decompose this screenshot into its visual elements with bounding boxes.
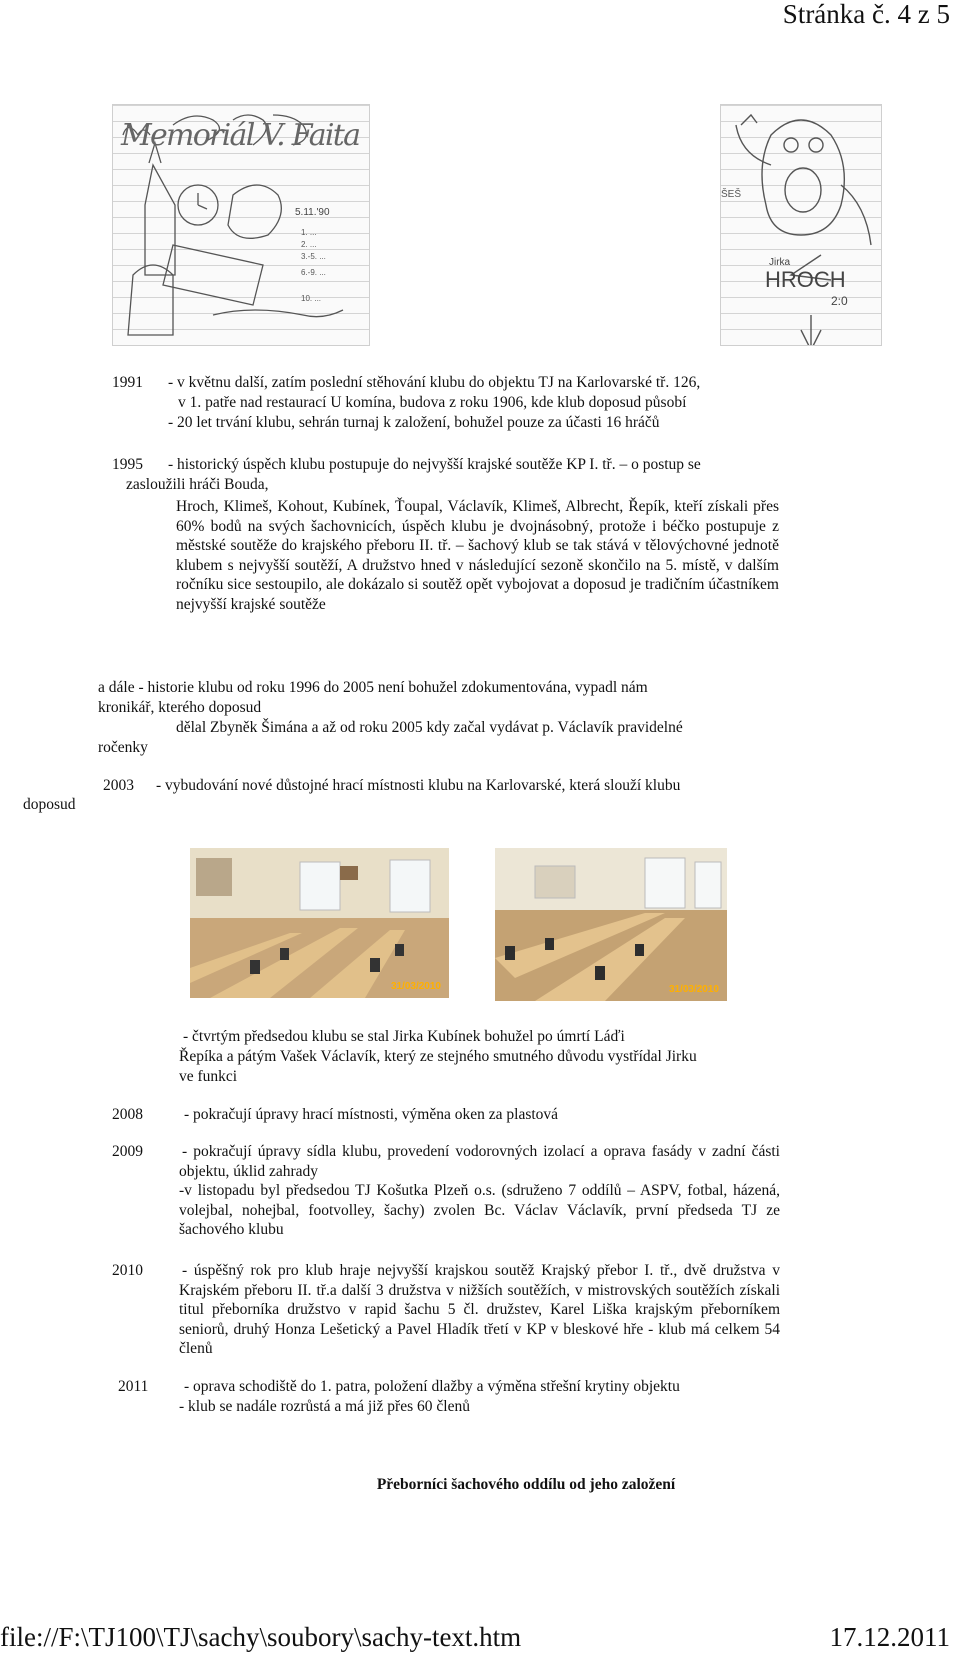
year-1991: 1991	[112, 374, 143, 391]
svg-text:10. ...: 10. ...	[301, 294, 322, 303]
footer-date: 17.12.2011	[829, 1622, 950, 1652]
text-2011-line1: - oprava schodiště do 1. patra, položení dlažby a výměna střešní krytiny objektu	[184, 1378, 680, 1395]
text-1991-line1: - v květnu další, zatím poslední stěhování klubu do objektu TJ na Karlovarské tř. 126,	[168, 374, 701, 391]
text-chair-line1: - čtvrtým předsedou klubu se stal Jirka Kubínek bohužel po úmrtí Láďi	[183, 1028, 625, 1045]
club-room-photo-left	[190, 848, 449, 998]
club-room-photo-right	[495, 848, 727, 1001]
sketch-monkey-drawing	[721, 105, 881, 345]
sketch-hroch-image	[720, 104, 882, 346]
text-1995-line1: - historický úspěch klubu postupuje do nejvyšší krajské soutěže KP I. tř. – o postup se	[168, 456, 701, 473]
svg-text:6.-9. ...: 6.-9. ...	[301, 268, 326, 277]
sketch-score: 2:0	[831, 294, 848, 308]
text-1995-line2: zasloužili hráči Bouda,	[126, 476, 269, 493]
year-1995: 1995	[112, 456, 143, 473]
sketch-drawing	[113, 105, 369, 345]
text-1995-paragraph: Hroch, Klimeš, Kohout, Kubínek, Ťoupal, Václavík, Klimeš, Albrecht, Řepík, kteří získali přes 60% bodů na svých šachovnicích, úspěch klubu je dvojnásobný, protože i béčko postupuje z městské soutěže do krajského přeboru II. tř. – šachový klub se tak stává v tělovýchovné jednotě klubem s nejvyšší soutěží, A družstvo hned v následující sezoně skončilo na 5. místě, v dalším ročníku sice sestoupilo, ale dokázalo si soutěž opět vybojovat a doposud je tradičním účastníkem nejvyšší krajské soutěže	[176, 498, 779, 613]
text-ada-line4: ročenky	[98, 739, 148, 756]
sketch-title: Memoriál V. Faita	[121, 118, 361, 153]
sketch-date: 5.11.'90	[295, 207, 330, 218]
text-2003-left-word: doposud	[23, 796, 76, 813]
text-1991-line3: - 20 let trvání klubu, sehrán turnaj k založení, bohužel pouze za účasti 16 hráčů	[168, 414, 660, 431]
text-ada-line1: a dále - historie klubu od roku 1996 do 2005 není bohužel zdokumentována, vypadl nám	[98, 679, 648, 696]
text-2011-line2: - klub se nadále rozrůstá a má již přes 60 členů	[179, 1398, 470, 1415]
photo-stamp-right: 31/03/2010	[668, 984, 719, 995]
svg-text:2. ...: 2. ...	[301, 240, 317, 249]
text-2010-paragraph: - úspěšný rok pro klub hraje nejvyšší krajskou soutěž Krajský přebor I. tř., dvě družstva v Krajském přeboru II. tř.a další 3 družstva v nižších soutěžích, v mistrovských soutěžích získali titul přeborníka družstvo v rapid šachu 5 čl. družstev, Karel Liška krajským přeborníkem seniorů, druhý Honza Lešetický a Pavel Hladík třetí v KP v bleskové hře - klub má celkem 54 členů	[179, 1262, 780, 1357]
text-2003-line1: - vybudování nové důstojné hrací místnosti klubu na Karlovarské, která slouží klubu	[156, 777, 681, 794]
year-2011: 2011	[118, 1378, 149, 1395]
year-2009: 2009	[112, 1143, 143, 1160]
sketch-memorial-image	[112, 104, 370, 346]
year-2003: 2003	[103, 777, 134, 794]
room-photo-right-drawing	[495, 848, 727, 1001]
text-ada-line2: kronikář, kterého doposud	[98, 699, 262, 716]
footer-path: file://F:\TJ100\TJ\sachy\soubory\sachy-text.htm	[0, 1622, 522, 1652]
svg-text:1. ...: 1. ...	[301, 228, 317, 237]
year-2008: 2008	[112, 1106, 143, 1123]
text-2008-line1: - pokračují úpravy hrací místnosti, výměna oken za plastová	[184, 1106, 559, 1123]
svg-text:ŠEŠ: ŠEŠ	[721, 189, 742, 200]
text-chair-line3: ve funkci	[179, 1068, 238, 1085]
svg-text:3.-5. ...: 3.-5. ...	[301, 252, 326, 261]
year-2010: 2010	[112, 1262, 143, 1279]
text-ada-line3: dělal Zbyněk Šimána a až od roku 2005 kdy začal vydávat p. Václavík pravidelné	[176, 719, 683, 736]
room-photo-left-drawing	[190, 848, 449, 998]
text-chair-line2: Řepíka a pátým Vašek Václavík, který ze stejného smutného důvodu vystřídal Jirku	[179, 1048, 697, 1065]
sketch-name-small: Jirka	[769, 257, 791, 268]
section-heading: Přeborníci šachového oddílu od jeho založení	[376, 1476, 676, 1493]
text-1991-line2: v 1. patře nad restaurací U komína, budova z roku 1906, kde klub doposud působí	[178, 394, 687, 411]
sketch-name-large: HROCH	[765, 267, 846, 292]
page-number: Stránka č. 4 z 5	[782, 0, 950, 29]
photo-stamp-left: 31/03/2010	[390, 981, 441, 992]
text-2009-paragraph: - pokračují úpravy sídla klubu, provedení vodorovných izolací a oprava fasády v zadní části objektu, úklid zahrady	[179, 1143, 780, 1180]
text-2009-paragraph2: -v listopadu byl předsedou TJ Košutka Plzeň o.s. (sdruženo 7 oddílů – ASPV, fotbal, házená, volejbal, nohejbal, footvolley, šachy) zvolen Bc. Václav Václavík, první předseda TJ ze šachového klubu	[179, 1182, 780, 1238]
